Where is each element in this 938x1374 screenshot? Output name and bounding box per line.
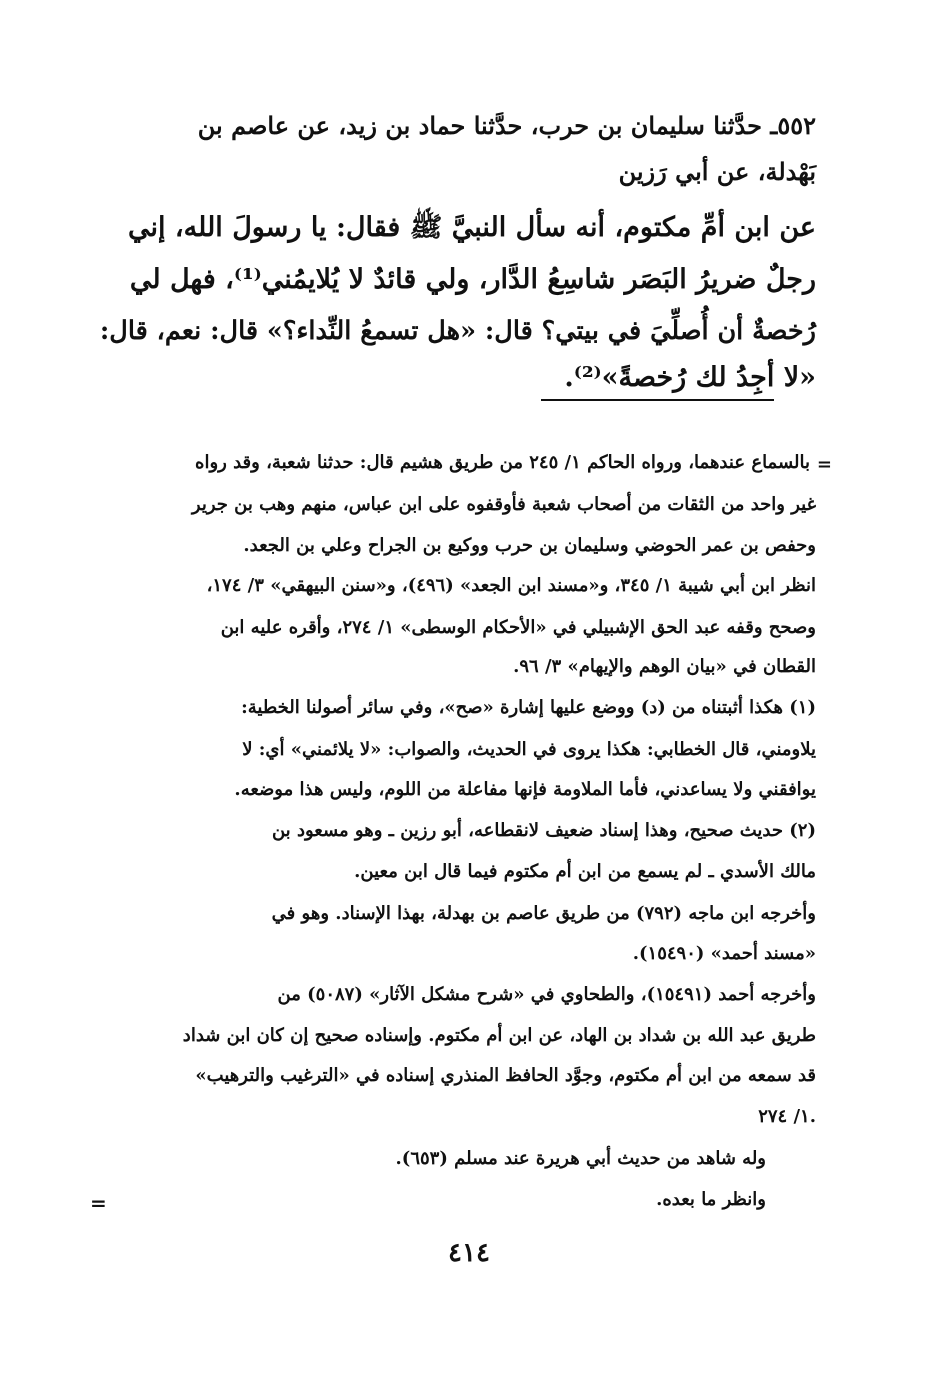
footnote-divider: [541, 399, 774, 401]
footnote-continued-line-1: بالسماع عندهما، ورواه الحاكم ١/ ٢٤٥ من طريق هشيم قال: حدثنا شعبة، وقد رواه: [195, 452, 810, 473]
footnote-2-para4-line-1: وله شاهد من حديث أبي هريرة عند مسلم (٦٥٣).: [395, 1148, 766, 1169]
isnad-line-1: ٥٥٢ـ حدَّثنا سليمان بن حرب، حدَّثنا حماد بن زيد، عن عاصم بن: [197, 111, 816, 140]
footnote-continued-line-3: وحفص بن عمر الحوضي وسليمان بن حرب ووكيع بن الجراح وعلي بن الجعد.: [243, 535, 816, 556]
hadith-line-2: رجلٌ ضريرُ البَصَر شاسِعُ الدَّار، ولي قائدٌ لا يُلايمُني⁽¹⁾، فهل لي: [129, 264, 816, 295]
footnote-2-para3-line-1: وأخرجه أحمد (١٥٤٩١)، والطحاوي في «شرح مشكل الآثار» (٥٠٨٧) من: [277, 984, 816, 1005]
footnote-1-line-1: (١) هكذا أثبتناه من (د) ووضع عليها إشارة «صح»، وفي سائر أصولنا الخطية:: [241, 697, 816, 718]
footnote-2-para2-line-1: وأخرجه ابن ماجه (٧٩٢) من طريق عاصم بن بهدلة، بهذا الإسناد. وهو في: [271, 903, 816, 924]
footnote-continued-line-6: القطان في «بيان الوهم والإيهام» ٣/ ٩٦.: [513, 656, 816, 677]
isnad-line-2: بَهْدلة، عن أبي رَزين: [618, 157, 816, 186]
footnote-continued-line-4: انظر ابن أبي شيبة ١/ ٣٤٥، و«مسند ابن الجعد» (٤٩٦)، و«سنن البيهقي» ٣/ ١٧٤،: [206, 575, 816, 596]
page-number: ٤١٤: [448, 1238, 490, 1268]
footnote-2-para4-line-2: وانظر ما بعده.: [656, 1189, 766, 1210]
continued-marker: =: [816, 454, 832, 475]
footnote-2-para2-line-2: «مسند أحمد» (١٥٤٩٠).: [632, 943, 816, 964]
hadith-line-4: «لا أجِدُ لك رُخصةً»⁽²⁾.: [564, 362, 816, 393]
hadith-line-1: عن ابن أمِّ مكتوم، أنه سأل النبيَّ ﷺ فقال: يا رسولَ الله، إني: [128, 212, 816, 243]
footnote-continued-line-5: وصحح وقفه عبد الحق الإشبيلي في «الأحكام الوسطى» ١/ ٢٧٤، وأقره عليه ابن: [220, 617, 816, 638]
continues-marker: =: [90, 1191, 107, 1215]
footnote-2-para3-line-2: طريق عبد الله بن شداد بن الهاد، عن ابن أم مكتوم. وإسناده صحيح إن كان ابن شداد: [182, 1025, 816, 1046]
footnote-2-para3-line-4: ١/ ٢٧٤.: [758, 1106, 816, 1127]
footnote-2-para3-line-3: قد سمعه من ابن أم مكتوم، وجوَّد الحافظ المنذري إسناده في «الترغيب والترهيب»: [195, 1065, 816, 1086]
footnote-2-line-1: (٢) حديث صحيح، وهذا إسناد ضعيف لانقطاعه، أبو رزين ـ وهو مسعود بن: [271, 820, 816, 841]
footnote-2-line-2: مالك الأسدي ـ لم يسمع من ابن أم مكتوم فيما قال ابن معين.: [354, 861, 816, 882]
footnote-continued-line-2: غير واحد من الثقات من أصحاب شعبة فأوقفوه على ابن عباس، منهم وهب بن جرير: [191, 494, 816, 515]
hadith-line-3: رُخصةٌ أن أُصلِّيَ في بيتي؟ قال: «هل تسمعُ النِّداء؟» قال: نعم، قال:: [99, 316, 816, 346]
footnote-1-line-3: يوافقني ولا يساعدني، فأما الملاومة فإنها مفاعلة من اللوم، وليس هذا موضعه.: [234, 779, 816, 800]
footnote-1-line-2: يلاومني، قال الخطابي: هكذا يروى في الحديث، والصواب: «لا يلائمني» أي: لا: [242, 739, 816, 760]
